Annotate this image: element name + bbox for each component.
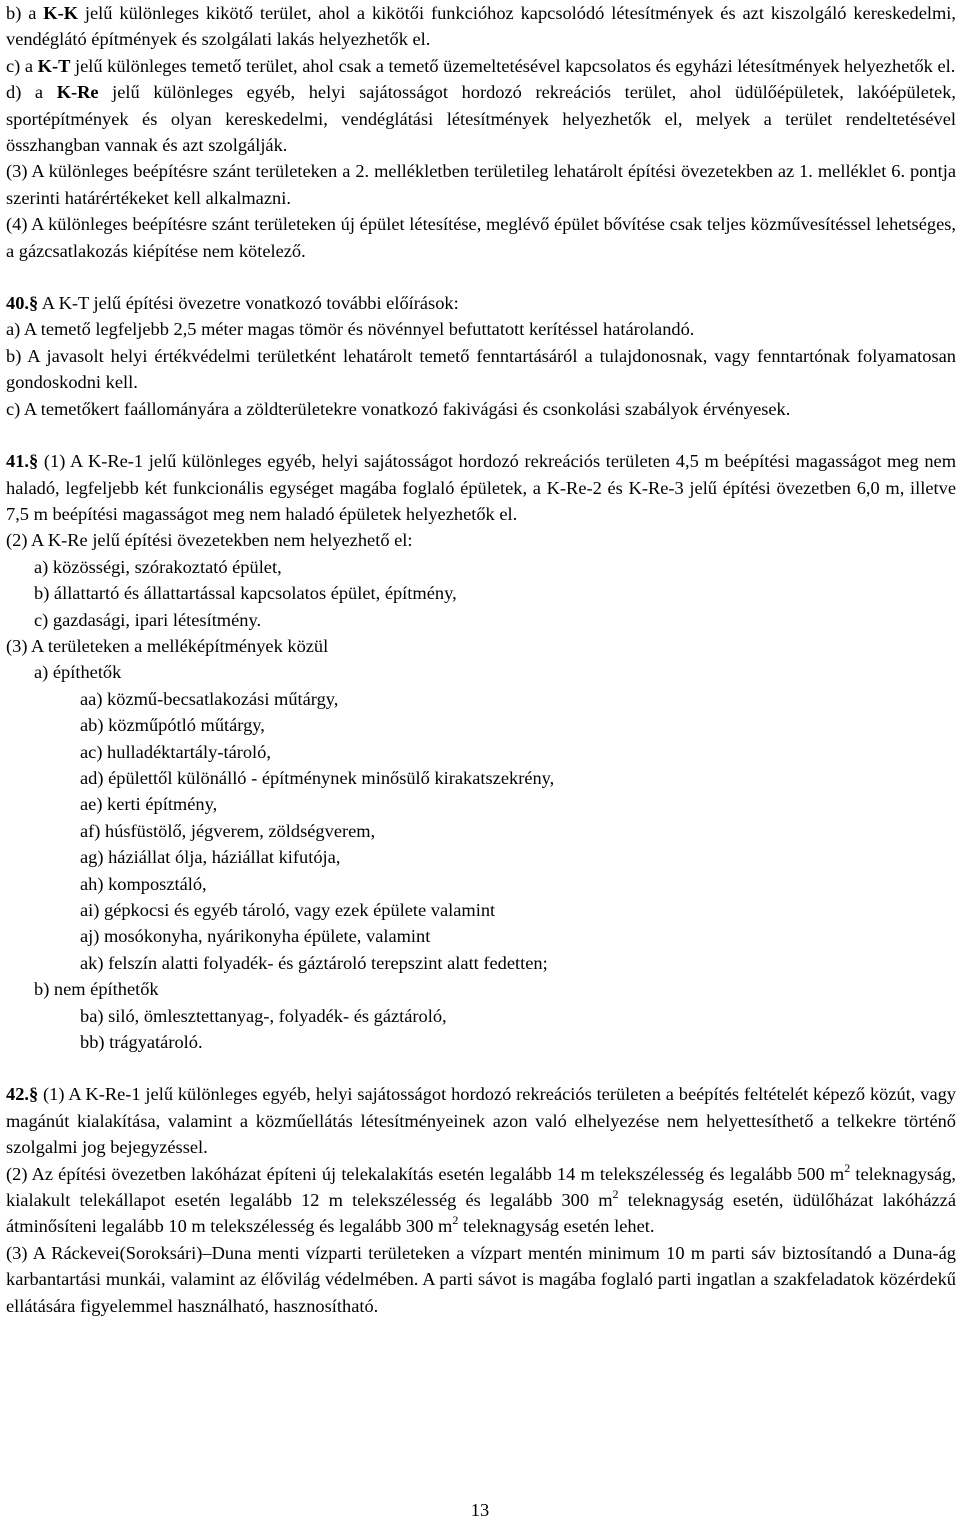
item-b-kk: b) a K-K jelű különleges kikötő terület, ahol a kikötői funkcióhoz kapcsolódó létesítmények és azt kiszolgáló kereskedelmi, vendéglátó építmények és szolgálati lakás helyezhetők el. <box>6 3 956 50</box>
list-item: c) gazdasági, ipari létesítmény. <box>34 609 262 630</box>
list-item: aa) közmű-becsatlakozási műtárgy, <box>80 688 339 709</box>
list-item: a) építhetők <box>34 662 122 683</box>
section-42-p3: (3) A Ráckevei(Soroksári)–Duna menti vízparti területeken a vízpart mentén minimum 10 m parti sáv biztosítandó a Duna-ág karbantartási munkái, valamint az élővilág védelmében. A parti sávot is magába foglaló parti ingatlan a szakfeladatok közérdekű ellátására figyelemmel használható, hasznosítható. <box>6 1242 956 1316</box>
section-41-p1: 41.§ (1) A K-Re-1 jelű különleges egyéb, helyi sajátosságot hordozó rekreációs területen 4,5 m beépítési magasságot meg nem haladó, legfeljebb két funkcionális egységet magába foglaló épületek, a K-Re-2 és K-Re-3 jelű építési övezetben 6,0 m, illetve 7,5 m beépítési magasságot meg nem haladó épületek helyezhetők el. <box>6 451 956 524</box>
section-40-a: a) A temető legfeljebb 2,5 méter magas tömör és növénnyel befuttatott kerítéssel határolandó. <box>6 319 695 340</box>
zone-code: K-T <box>37 55 71 76</box>
item-d-kre: d) a K-Re jelű különleges egyéb, helyi sajátosságot hordozó rekreációs terület, ahol üdülőépületek, lakóépületek, sportépítmények és olyan kereskedelmi, vendéglátási létesítmények helyezhetők el, melyek a terület rendeltetésével összhangban vannak és azt szolgálják. <box>6 82 956 156</box>
list-item: ad) épülettől különálló - építménynek minősülő kirakatszekrény, <box>80 767 555 788</box>
list-item: ai) gépkocsi és egyéb tároló, vagy ezek épülete valamint <box>80 900 496 920</box>
section-41-p2: (2) A K-Re jelű építési övezetekben nem helyezhető el: <box>6 530 413 551</box>
list-item: aj) mosókonyha, nyárikonyha épülete, valamint <box>80 926 431 947</box>
list-item: af) húsfüstölő, jégverem, zöldségverem, <box>80 820 376 841</box>
zone-code: K-Re <box>56 82 99 103</box>
section-40-b: b) A javasolt helyi értékvédelmi területként lehatárolt temető fenntartásáról a tulajdonosnak, vagy fenntartónak folyamatosan gondoskodni kell. <box>6 345 956 393</box>
list-item: b) állattartó és állattartással kapcsolatos épület, építmény, <box>34 583 457 604</box>
section-40-title: 40.§ A K-T jelű építési övezetre vonatkozó további előírások: <box>6 293 459 314</box>
list-item: bb) trágyatároló. <box>80 1032 203 1053</box>
zone-code: K-K <box>43 3 79 23</box>
list-item: ah) komposztáló, <box>80 873 207 894</box>
section-41 <box>6 448 956 1055</box>
list-item: ac) hulladéktartály-tároló, <box>80 741 271 762</box>
section-42-p1: 42.§ (1) A K-Re-1 jelű különleges egyéb, helyi sajátosságot hordozó rekreációs területen a beépítés feltételét képező közút, vagy magánút kialakítása, valamint a közműellátás létesítményeinek azon való elhelyezése nem helyettesíthető a telkekre történő szolgalmi jog bejegyzéssel. <box>6 1084 956 1158</box>
section-42-p2: (2) Az építési övezetben lakóházat építeni új telekalakítás esetén legalább 14 m telekszélesség és legalább 500 $m^2$ teleknagyság, kialakult telekállapot esetén legalább 12 m telekszélesség és legalább 300 $m^2$ teleknagyság esetén, üdülőházat lakóházzá átminősíteni legalább 10 m telekszélesség és legalább 300 $m^2$ teleknagyság esetén lehet. <box>6 1160 957 1237</box>
list-item: b) nem építhetők <box>34 979 159 1000</box>
list-item: ak) felszín alatti folyadék- és gáztároló terepszint alatt fedetten; <box>80 952 548 973</box>
section-40-c: c) A temetőkert faállományára a zöldterületekre vonatkozó fakivágási és csonkolási szabályok érvényesek. <box>6 398 791 419</box>
list-item: ag) háziállat ólja, háziállat kifutója, <box>80 847 341 868</box>
document-page <box>6 0 956 1319</box>
paragraph-3: (3) A különleges beépítésre szánt területeken a 2. mellékletben területileg lehatárolt építési övezetekben az 1. melléklet 6. pontja szerinti határértékeket kell alkalmazni. <box>6 161 956 208</box>
list-item: a) közösségi, szórakoztató épület, <box>34 556 282 577</box>
list-item: ae) kerti építmény, <box>80 794 218 815</box>
page-number: 13 <box>470 1500 490 1520</box>
paragraph-4: (4) A különleges beépítésre szánt területeken új épület létesítése, meglévő épület bővítése csak teljes közművesítéssel lehetséges, a gázcsatlakozás kiépítése nem kötelező. <box>6 214 956 261</box>
section-42 <box>6 1081 956 1319</box>
section-41-p3: (3) A területeken a melléképítmények közül <box>6 635 329 656</box>
list-item: ba) siló, ömlesztettanyag-, folyadék- és gáztároló, <box>80 1005 447 1026</box>
section-40 <box>6 290 956 422</box>
item-c-kt: c) a K-T jelű különleges temető terület, ahol csak a temető üzemeltetésével kapcsolatos és egyházi létesítmények helyezhetők el. <box>6 55 956 76</box>
list-item: ab) közműpótló műtárgy, <box>80 715 265 736</box>
